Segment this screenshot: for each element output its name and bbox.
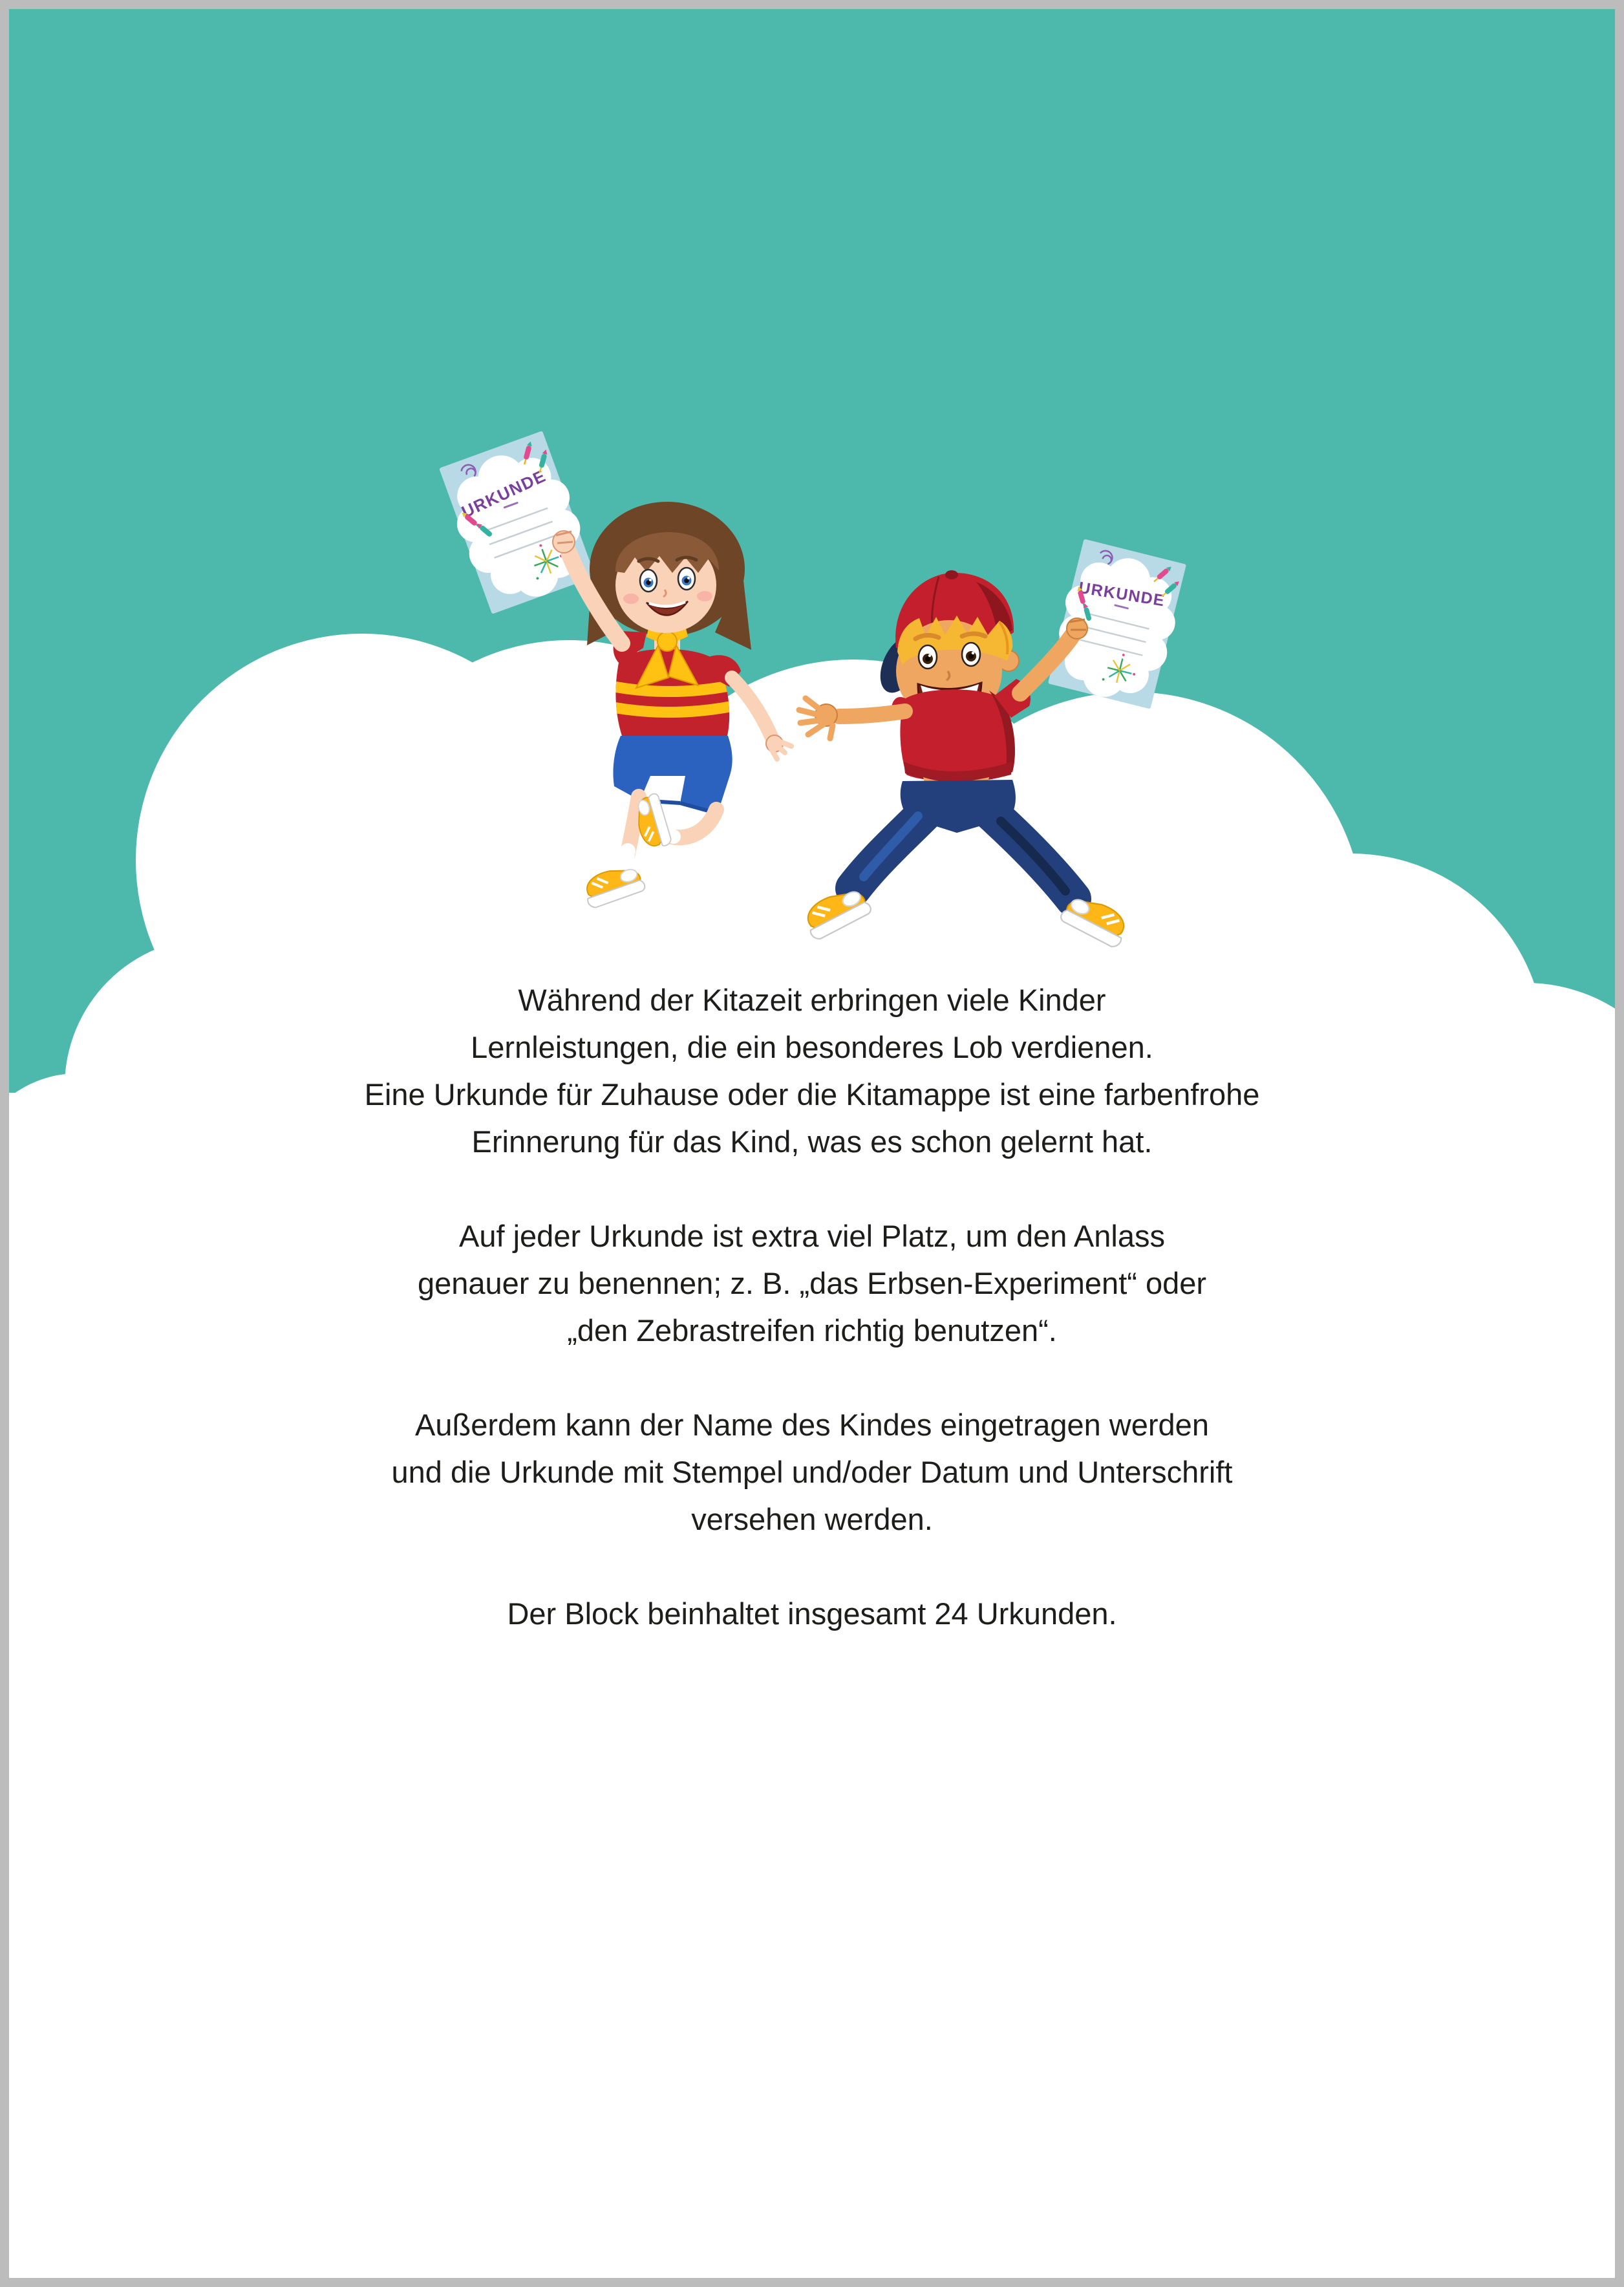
product-description (9, 976, 1615, 1684)
paragraph-1 (9, 976, 1615, 1165)
text-line: versehen werden. (691, 1502, 933, 1536)
paragraph-4 (9, 1590, 1615, 1637)
girl-hand-holding-certificate (553, 531, 575, 553)
text-line: „den Zebrastreifen richtig benutzen“. (567, 1313, 1057, 1348)
boy-hand-holding-certificate (1067, 618, 1087, 639)
text-line: Erinnerung für das Kind, was es schon gelernt hat. (471, 1124, 1153, 1159)
text-line: Auf jeder Urkunde ist extra viel Platz, um den Anlass (459, 1219, 1165, 1253)
paragraph-2 (9, 1212, 1615, 1354)
text-line: Außerdem kann der Name des Kindes eingetragen werden (415, 1408, 1209, 1442)
text-line: Während der Kitazeit erbringen viele Kinder (518, 983, 1106, 1017)
text-line: Eine Urkunde für Zuhause oder die Kitamappe ist eine farbenfrohe (364, 1077, 1260, 1111)
paragraph-3 (9, 1401, 1615, 1543)
text-line: genauer zu benennen; z. B. „das Erbsen-Experiment“ oder (417, 1266, 1207, 1300)
text-line: Lernleistungen, die ein besonderes Lob verdienen. (471, 1030, 1153, 1064)
text-line: und die Urkunde mit Stempel und/oder Datum und Unterschrift (391, 1455, 1233, 1489)
text-line: Der Block beinhaltet insgesamt 24 Urkunden. (507, 1596, 1117, 1631)
